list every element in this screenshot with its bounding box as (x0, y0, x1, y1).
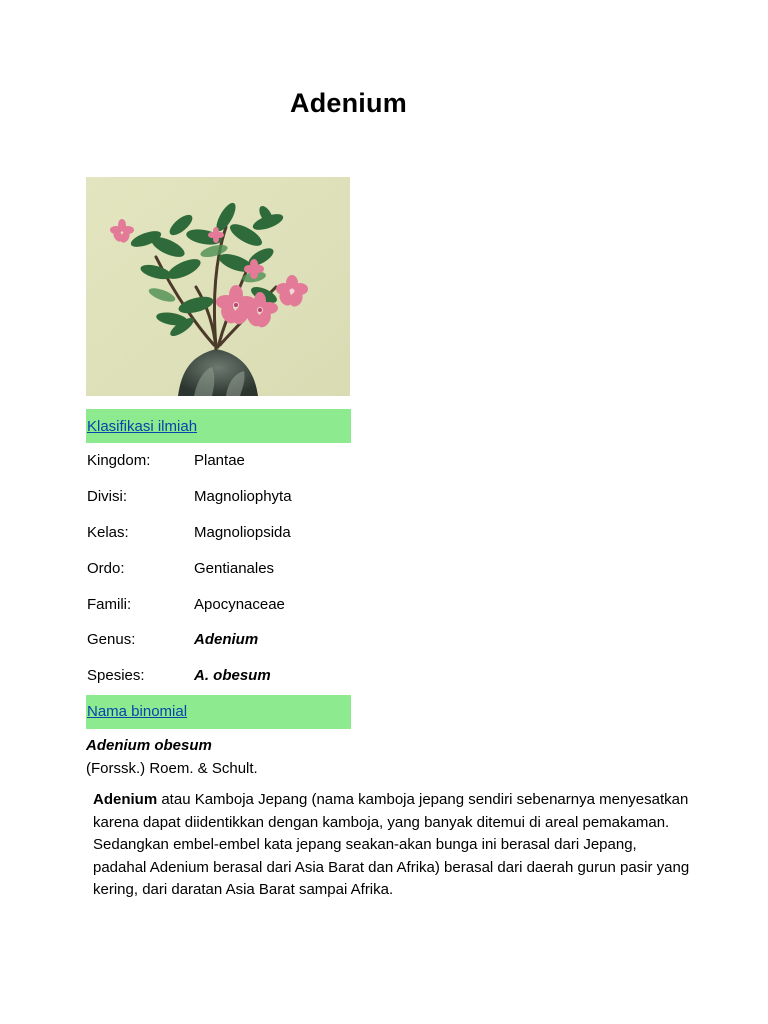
taxonomy-row-divisi (86, 479, 351, 515)
taxonomy-row-famili (86, 586, 351, 622)
taxonomy-row-kelas (86, 515, 351, 551)
description-bold-term: Adenium (93, 791, 158, 808)
nama-binomial-link[interactable]: Nama binomial (87, 703, 188, 721)
row-label: Famili: (87, 595, 132, 613)
row-label: Ordo: (87, 559, 125, 577)
taxonomy-row-spesies (86, 658, 351, 694)
binomial-header (86, 695, 351, 729)
page-title: Adenium (290, 88, 407, 118)
taxonomy-rows (86, 443, 351, 694)
taxonomy-header (86, 409, 351, 443)
binomial-authority: (Forssk.) Roem. & Schult. (86, 759, 258, 777)
binomial-name: Adenium obesum (86, 736, 212, 754)
row-label: Spesies: (87, 667, 145, 685)
row-label: Kingdom: (87, 452, 151, 470)
description-text: atau Kamboja Jepang (nama kamboja jepang sendiri sebenarnya menyesatkan karena dapat diidentikkan dengan kamboja, yang banyak ditemui di areal pemakaman. Sedangkan embel-embel kata jepang seakan-akan bunga ini berasal dari Jepang, padahal Adenium berasal dari Asia Barat dan Afrika) berasal dari daerah gurun pasir yang kering, dari daratan Asia Barat sampai Afrika. (93, 791, 690, 899)
row-value: Plantae (194, 452, 245, 470)
klasifikasi-ilmiah-link[interactable]: Klasifikasi ilmiah (87, 417, 198, 435)
row-value: Adenium (194, 631, 259, 649)
adenium-plant-photo (86, 177, 350, 396)
row-label: Kelas: (87, 523, 129, 541)
taxonomy-infobox (86, 409, 351, 780)
row-value: Gentianales (194, 559, 275, 577)
binomial-name-block (86, 734, 351, 780)
row-value: Magnoliopsida (194, 523, 291, 541)
row-label: Divisi: (87, 488, 127, 506)
row-value: A. obesum (194, 667, 271, 685)
description-paragraph (93, 789, 693, 902)
row-label: Genus: (87, 631, 136, 649)
taxonomy-row-genus (86, 622, 351, 658)
row-value: Apocynaceae (194, 595, 285, 613)
row-value: Magnoliophyta (194, 488, 292, 506)
taxonomy-row-kingdom (86, 443, 351, 479)
taxonomy-row-ordo (86, 550, 351, 586)
